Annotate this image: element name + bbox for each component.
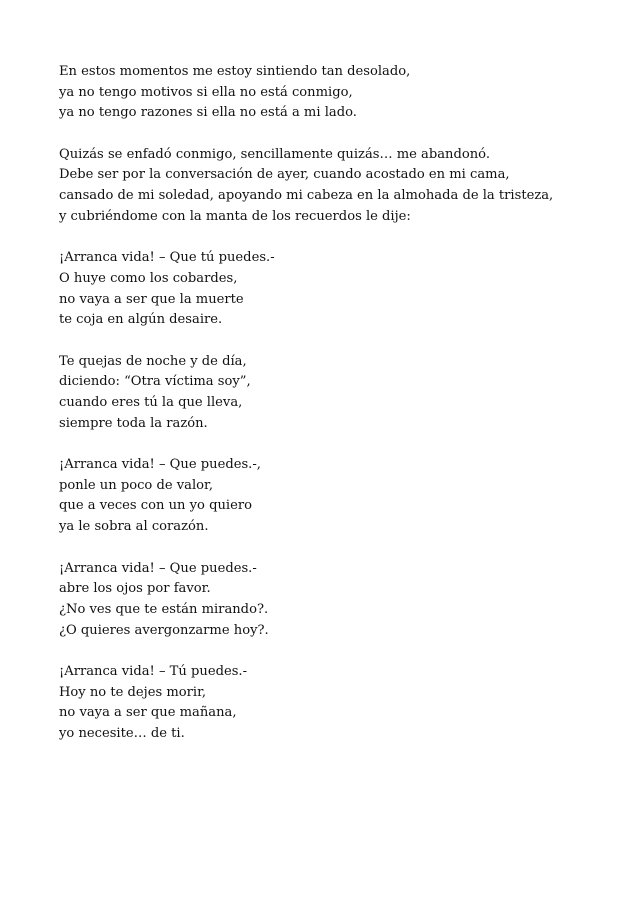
stanza-3 — [59, 248, 619, 331]
stanza-7-line-2: Hoy no te dejes morir, — [59, 684, 207, 700]
stanza-7-line-3: no vaya a ser que mañana, — [59, 705, 237, 721]
stanza-2-line-3: cansado de mi soledad, apoyando mi cabeza en la almohada de la tristeza, — [59, 188, 554, 204]
stanza-6-line-4: ¿O quieres avergonzarme hoy?. — [59, 622, 269, 638]
stanza-5-line-1: ¡Arranca vida! – Que puedes.-, — [59, 457, 261, 473]
poem-text — [59, 62, 619, 765]
stanza-5 — [59, 455, 619, 538]
stanza-3-line-1: ¡Arranca vida! – Que tú puedes.- — [59, 250, 275, 266]
stanza-4-line-1: Te quejas de noche y de día, — [59, 353, 247, 369]
stanza-1-line-1: En estos momentos me estoy sintiendo tan desolado, — [59, 64, 411, 79]
stanza-4-line-3: cuando eres tú la que lleva, — [59, 395, 243, 410]
stanza-7 — [59, 662, 619, 745]
stanza-5-line-3: que a veces con un yo quiero — [59, 498, 252, 514]
stanza-3-line-3: no vaya a ser que la muerte — [59, 291, 244, 307]
stanza-7-line-1: ¡Arranca vida! – Tú puedes.- — [59, 663, 248, 679]
stanza-2-line-4: y cubriéndome con la manta de los recuerdos le dije: — [59, 208, 411, 224]
stanza-4 — [59, 352, 619, 435]
stanza-6-line-1: ¡Arranca vida! – Que puedes.- — [59, 560, 257, 576]
stanza-4-line-2: diciendo: “Otra víctima soy”, — [59, 374, 251, 390]
stanza-6-line-3: ¿No ves que te están mirando?. — [59, 601, 269, 617]
stanza-1-line-2: ya no tengo motivos si ella no está conmigo, — [59, 84, 353, 100]
stanza-1-line-3: ya no tengo razones si ella no está a mi lado. — [59, 105, 357, 121]
stanza-4-line-4: siempre toda la razón. — [59, 415, 208, 431]
stanza-2-line-1: Quizás se enfadó conmigo, sencillamente quizás… me abandonó. — [59, 146, 491, 162]
stanza-2-line-2: Debe ser por la conversación de ayer, cuando acostado en mi cama, — [59, 167, 510, 183]
stanza-7-line-4: yo necesite… de ti. — [59, 726, 185, 741]
stanza-6 — [59, 559, 619, 642]
stanza-3-line-4: te coja en algún desaire. — [59, 312, 223, 328]
stanza-2 — [59, 145, 619, 228]
stanza-6-line-2: abre los ojos por favor. — [59, 581, 211, 597]
stanza-3-line-2: O huye como los cobardes, — [59, 270, 238, 286]
stanza-5-line-2: ponle un poco de valor, — [59, 477, 214, 493]
stanza-1 — [59, 62, 619, 124]
stanza-5-line-4: ya le sobra al corazón. — [59, 519, 209, 535]
